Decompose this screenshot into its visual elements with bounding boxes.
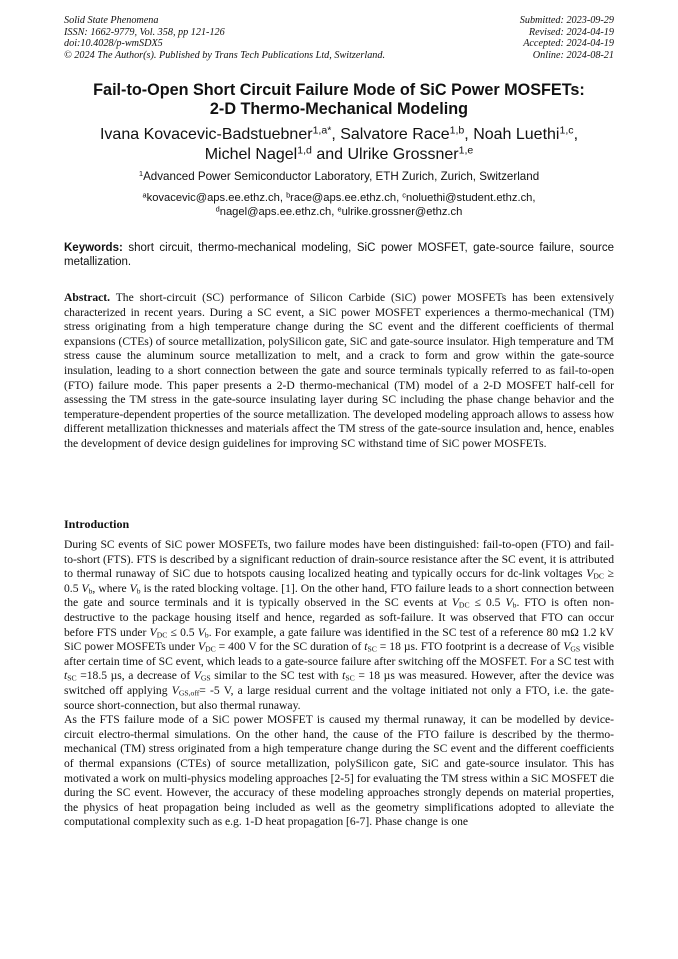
abstract: [64, 291, 614, 452]
math-symbol: V: [149, 625, 157, 639]
accepted-date: Accepted: 2024-04-19: [523, 38, 614, 50]
text-run: ≥ 0.5: [64, 567, 614, 595]
math-subscript: DC: [458, 600, 470, 610]
doi: doi:10.4028/p-wmSDX5: [64, 38, 163, 50]
paper-title: [40, 81, 638, 119]
email-address[interactable]: ulrike.grossner@ethz.ch: [341, 205, 463, 218]
math-subscript: GS: [570, 644, 581, 654]
math-subscript: b: [88, 586, 93, 596]
math-symbol: V: [198, 640, 206, 654]
title-line-1: Fail-to-Open Short Circuit Failure Mode of SiC Power MOSFETs:: [93, 81, 585, 99]
abstract-text: The short-circuit (SC) performance of Silicon Carbide (SiC) power MOSFETs has been extensively characterized in recent years. During a SC event, a SiC power MOSFET experiences a thermo-mechanical (TM) stress originating from a high temperature change during the SC event and the different coefficients of thermal expansions (CTEs) of source metallization, polySilicon gate, SiC and gate-source insulator. High temperature and TM stress cause the aluminum source metallization to melt, and a crack to form and grow within the gate-source insulation, leading to a short connection between the gate and source terminals typically referred to as fail-to-open (FTO) failure mode. This paper presents a 2-D thermo-mechanical (TM) model of a 2-D MOSFET half-cell for assessing the TM stress in the gate-source insulating layer during SC including the phase change behavior and the temperature-dependent properties of the source metallization. The developed modeling approach allows to assess how different metallization thicknesses and materials affect the TM stress of the gate-source insulation and, hence, enables the development of device design guidelines for improving SC withstand time of SiC power MOSFETs.: [64, 291, 614, 450]
email-sup: c: [402, 190, 406, 200]
text-run: is the rated blocking voltage. [1]. On the other hand, FTO failure leads to a short connection between the gate and source terminals and it is typically observed in the SC events at: [64, 581, 614, 610]
dates-header: [464, 15, 614, 61]
text-run: = 18 µs was measured. However, after the device was switched off applying: [64, 669, 614, 697]
math-symbol: t: [342, 669, 346, 683]
email-list: [40, 192, 638, 219]
math-symbol: V: [171, 683, 179, 697]
intro-paragraph-2: As the FTS failure mode of a SiC power MOSFET is caused my thermal runaway, it can be modelled by device-circuit electro-thermal simulations. On the other hand, the cause of the FTO failure is described by the thermo-mechanical (TM) stress originated from a high temperature change during the SC event and the different coefficients of thermal expansions (CTEs) of source metallization, polySilicon gate, SiC and gate-source insulator. This has motivated a work on multi-physics modeling approaches [2-5] for evaluating the TM stress within a SiC MOSFET die during the SC event. However, the accuracy of these modeling approaches strongly depends on material properties, the physics of heat propagation being included as well as the geometry simplifications adopted to alleviate the computational complexity such as e.g. 1-D heat propagation [6-7]. Phase change is one: [64, 713, 614, 829]
text-run: , where: [92, 581, 130, 595]
math-symbol: V: [129, 581, 137, 595]
math-symbol: V: [81, 581, 89, 595]
author-name: Ulrike Grossner: [347, 146, 459, 163]
email-sep: ,: [532, 192, 536, 204]
text-run: =18.5 µs, a decrease of: [76, 669, 194, 683]
text-run: = 18 µs. FTO footprint is a decrease of: [376, 640, 564, 654]
text-run: . For example, a gate failure was identified in the SC test of a reference 80 mΩ 1.2 kV SiC power MOSFETs under: [64, 625, 614, 654]
math-subscript: GS: [200, 673, 211, 683]
author-name: Noah Luethi: [473, 126, 560, 143]
email-address[interactable]: race@aps.ee.ethz.ch: [290, 192, 397, 204]
math-symbol: V: [197, 625, 205, 639]
journal-name: Solid State Phenomena: [64, 15, 159, 26]
text-run: = 400 V for the SC duration of: [215, 640, 365, 654]
author-sep: ,: [573, 126, 579, 143]
math-subscript: SC: [67, 673, 77, 683]
affiliation: [40, 170, 638, 184]
text-run: During SC events of SiC power MOSFETs, two failure modes have been distinguished: fail-to-open (FTO) and fail-to-short (FTS). FTS is described by a significant reduction of drain-source resistance after the SC event, it is attributed to thermal runaway of SiC due to hotspots causing localized heating and typically occurs for dc-link voltages: [64, 538, 614, 581]
journal-header: [64, 15, 444, 61]
author-name: Ivana Kovacevic-Badstuebner: [99, 126, 313, 143]
section-heading-introduction: Introduction: [64, 517, 130, 531]
math-symbol: V: [586, 567, 594, 581]
affiliation-text: Advanced Power Semiconductor Laboratory, ETH Zurich, Zurich, Switzerland: [143, 170, 540, 183]
email-sep: ,: [331, 205, 338, 218]
email-sup: b: [286, 190, 291, 200]
math-symbol: V: [193, 669, 201, 683]
math-subscript: GS,off: [178, 688, 200, 698]
math-symbol: V: [451, 596, 459, 610]
author-sup: 1,b: [449, 124, 465, 137]
intro-paragraph-1: [64, 538, 614, 713]
email-sup: a: [142, 190, 147, 200]
affiliation-sup: 1: [138, 169, 144, 179]
email-sup: e: [337, 203, 342, 213]
author-sup: 1,a*: [312, 124, 332, 137]
text-run: ≤ 0.5: [469, 596, 506, 610]
email-sep: ,: [279, 192, 287, 204]
text-run: = -5 V, a large residual current and the voltage initiated not only a FTO, i.e. the gate-source short-connection, but also thermal runaway.: [64, 683, 614, 712]
math-subscript: b: [204, 630, 209, 640]
keywords-label: Keywords:: [64, 242, 123, 254]
email-address[interactable]: noluethi@student.ethz.ch: [405, 192, 533, 204]
text-run: ≤ 0.5: [167, 625, 198, 639]
math-subscript: SC: [345, 673, 355, 683]
revised-date: Revised: 2024-04-19: [528, 26, 614, 38]
math-subscript: DC: [593, 571, 604, 581]
abstract-label: Abstract.: [64, 291, 111, 304]
author-list: [40, 125, 638, 165]
math-subscript: SC: [367, 644, 377, 654]
title-line-2: 2-D Thermo-Mechanical Modeling: [209, 100, 469, 118]
email-sup: d: [215, 203, 220, 213]
author-sup: 1,e: [458, 144, 474, 157]
issn-line: ISSN: 1662-9779, Vol. 358, pp 121-126: [64, 26, 225, 38]
submitted-date: Submitted: 2023-09-29: [519, 15, 614, 26]
author-sep: ,: [331, 126, 341, 143]
math-subscript: DC: [205, 644, 216, 654]
keywords-text: short circuit, thermo-mechanical modeling, SiC power MOSFET, gate-source failure, source metallization.: [64, 242, 614, 268]
text-run: similar to the SC test with: [210, 669, 343, 683]
math-subscript: b: [136, 586, 141, 596]
email-address[interactable]: nagel@aps.ee.ethz.ch: [219, 205, 332, 218]
email-address[interactable]: kovacevic@aps.ee.ethz.ch: [146, 192, 280, 204]
author-sup: 1,c: [559, 124, 574, 137]
text-run: visible after certain time of SC event, which leads to a gate-source failure after switching off the MOSFET. For a SC test with: [64, 640, 614, 668]
math-subscript: DC: [156, 630, 168, 640]
math-symbol: V: [563, 640, 571, 654]
author-sep: and: [311, 146, 348, 163]
author-name: Salvatore Race: [340, 126, 450, 143]
online-date: Online: 2024-08-21: [532, 49, 614, 61]
math-symbol: V: [505, 596, 513, 610]
author-sup: 1,d: [297, 144, 312, 157]
copyright: © 2024 The Author(s). Published by Trans Tech Publications Ltd, Switzerland.: [64, 49, 386, 61]
author-name: Michel Nagel: [204, 146, 298, 163]
author-sep: ,: [464, 126, 474, 143]
math-subscript: b: [512, 600, 517, 610]
email-sep: ,: [396, 192, 403, 204]
math-symbol: t: [64, 669, 68, 683]
math-symbol: t: [364, 640, 368, 654]
keywords: [64, 241, 614, 269]
text-run: . FTO is often non-destructive to the package housing itself and hence, regarded as soft-failure. It was observed that FTO can occur before FTS under: [64, 596, 614, 639]
introduction-body: [64, 538, 614, 830]
